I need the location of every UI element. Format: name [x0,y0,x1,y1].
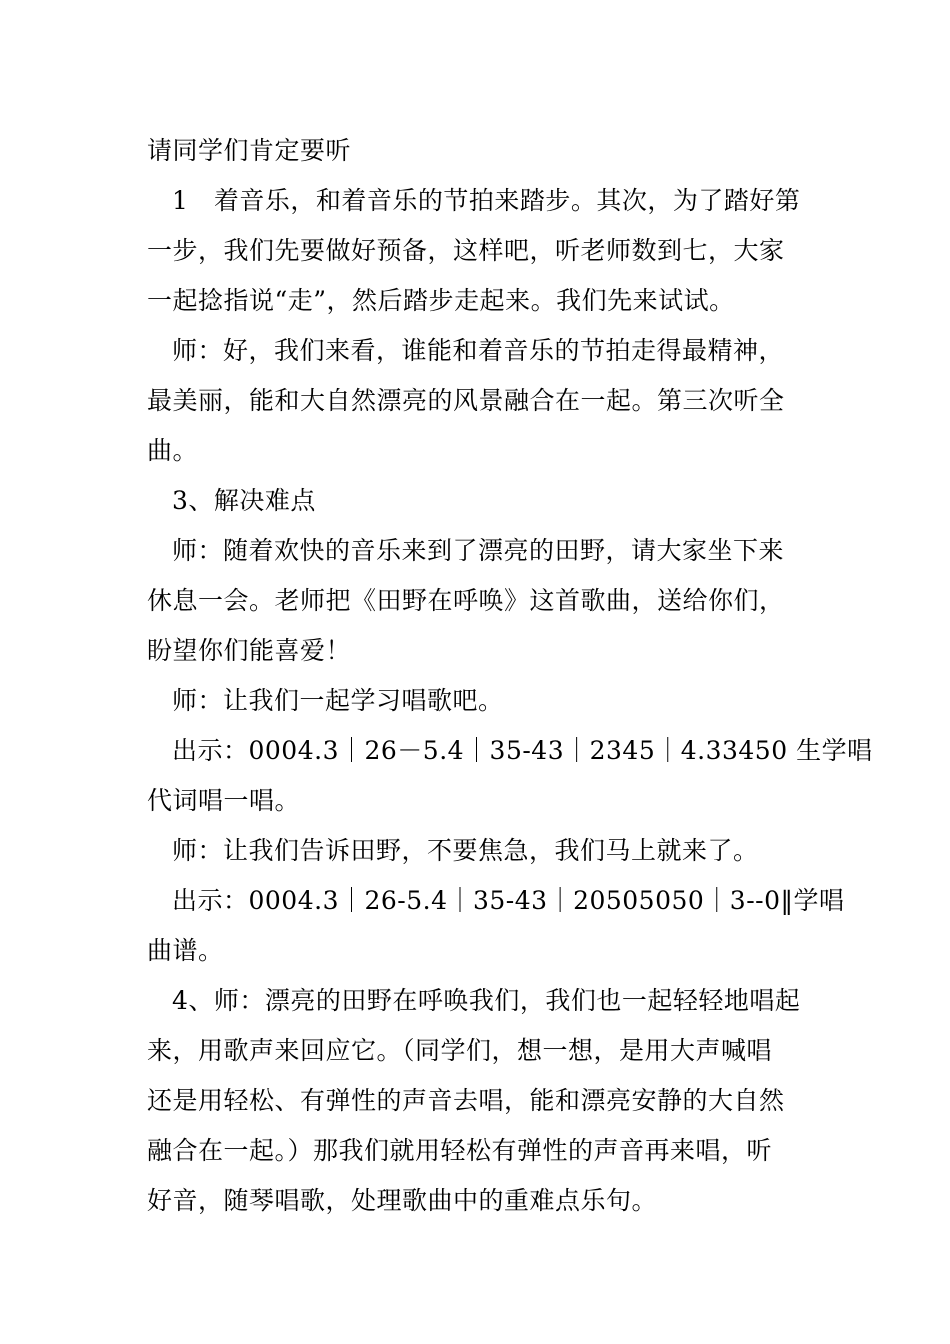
text-line: 曲谱。 [147,936,224,965]
text-line: 好音，随琴唱歌，处理歌曲中的重难点乐句。 [147,1186,658,1215]
text-line: 代词唱一唱。 [147,786,301,815]
text-line: 出示：0004.3｜26-5.4｜35-43｜20505050｜3--0‖学唱 [172,886,845,915]
text-line: 一起捻指说“走”，然后踏步走起来。我们先来试试。 [147,286,735,315]
text-line: 师：好，我们来看，谁能和着音乐的节拍走得最精神， [172,336,785,365]
text-line: 来，用歌声来回应它。（同学们，想一想，是用大声喊唱 [147,1036,773,1065]
text-line: 3、解决难点 [172,486,316,515]
text-line: 师：随着欢快的音乐来到了漂亮的田野，请大家坐下来 [172,536,785,565]
text-line: 还是用轻松、有弹性的声音去唱，能和漂亮安静的大自然 [147,1086,785,1115]
text-line: 师：让我们一起学习唱歌吧。 [172,686,504,715]
text-line: 一步，我们先要做好预备，这样吧，听老师数到七，大家 [147,236,785,265]
text-line: 1 着音乐，和着音乐的节拍来踏步。其次，为了踏好第 [172,186,801,215]
text-line: 师：让我们告诉田野，不要焦急，我们马上就来了。 [172,836,759,865]
text-line: 曲。 [147,436,199,465]
text-line: 请同学们肯定要听 [147,136,352,165]
text-line: 最美丽，能和大自然漂亮的风景融合在一起。第三次听全 [147,386,785,415]
text-line: 融合在一起。）那我们就用轻松有弹性的声音再来唱，听 [147,1136,773,1165]
text-line: 休息一会。老师把《田野在呼唤》这首歌曲，送给你们， [147,586,785,615]
text-line: 出示：0004.3｜26－5.4｜35-43｜2345｜4.33450 生学唱 [172,736,873,765]
text-line: 盼望你们能喜爱！ [147,636,352,665]
text-line: 4、师：漂亮的田野在呼唤我们，我们也一起轻轻地唱起 [172,986,801,1015]
